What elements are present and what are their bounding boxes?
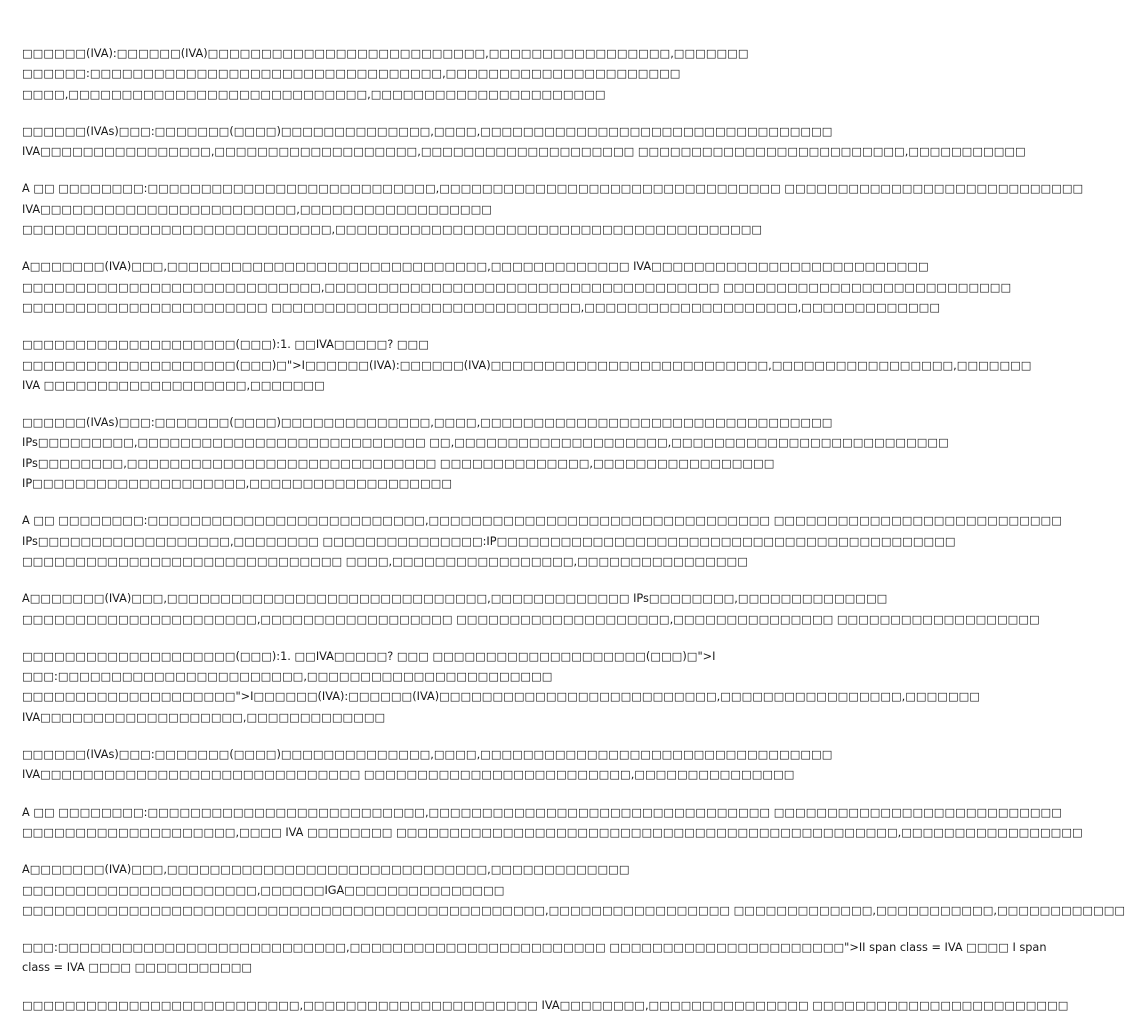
paragraph	[22, 179, 1084, 240]
text-line: IVA □□□□□□□□□□□□□□□□□□□,□□□□□□□	[22, 378, 325, 392]
text-line: □□□□□□:□□□□□□□□□□□□□□□□□□□□□□□□□□□□□□□□□,□□□□□□□□□□□□□□□□□□□□□□	[22, 67, 681, 81]
paragraph	[22, 803, 1083, 844]
text-line: □□□□□□□□□□□□□□□□□□□□□□,□□□□□□□□□□□□□□□□□□ □□□□□□□□□□□□□□□□□□□□,□□□□□□□□□□□□□□□ □□□□□□□□□□□□□□□□□□□	[22, 612, 1040, 626]
text-line: A □□ □□□□□□□□:□□□□□□□□□□□□□□□□□□□□□□□□□□□,□□□□□□□□□□□□□□□□□□□□□□□□□□□□□□□□ □□□□□□□□□□□□□□□□□□□□□□□□□□□□	[22, 182, 1084, 196]
paragraph	[22, 413, 949, 494]
text-line: A□□□□□□□(IVA)□□□,□□□□□□□□□□□□□□□□□□□□□□□□□□□□□□,□□□□□□□□□□□□□ IVA□□□□□□□□□□□□□□□□□□□□□□□□□□	[22, 260, 929, 274]
text-line: □□□□□□□□□□□□□□□□□□□□(□□□):1. □□IVA□□□□□? □□□ □□□□□□□□□□□□□□□□□□□□(□□□)□">I	[22, 649, 716, 663]
text-line: □□□□□□□□□□□□□□□□□□□□(□□□):1. □□IVA□□□□□? □□□	[22, 338, 429, 352]
text-line: IPs□□□□□□□□□,□□□□□□□□□□□□□□□□□□□□□□□□□□□ □□,□□□□□□□□□□□□□□□□□□□□,□□□□□□□□□□□□□□□□□□□□□□□□□□	[22, 436, 949, 450]
paragraph	[22, 335, 1032, 396]
paragraph	[22, 589, 1040, 630]
text-line: □□□□□□□□□□□□□□□□□□□□,□□□□ IVA □□□□□□□□ □□□□□□□□□□□□□□□□□□□□□□□□□□□□□□□□□□□□□□□□□□□□□□□,□□□□□□□□□□□□□□□□□	[22, 825, 1083, 839]
text-line: □□□□□□□□□□□□□□□□□□□□□□□□□□□□□□ □□□□,□□□□□□□□□□□□□□□□□,□□□□□□□□□□□□□□□□	[22, 554, 748, 568]
text-line: A□□□□□□□(IVA)□□□,□□□□□□□□□□□□□□□□□□□□□□□□□□□□□□,□□□□□□□□□□□□□	[22, 863, 630, 877]
text-line: □□□□□□□□□□□□□□□□□□□□□□,□□□□□□IGA□□□□□□□□□□□□□□□	[22, 883, 505, 897]
paragraph	[22, 996, 1069, 1016]
text-line: A □□ □□□□□□□□:□□□□□□□□□□□□□□□□□□□□□□□□□□,□□□□□□□□□□□□□□□□□□□□□□□□□□□□□□□□ □□□□□□□□□□□□□□□□□□□□□□□□□□□	[22, 805, 1062, 819]
text-line: □□□□□□□□□□□□□□□□□□□□□□□□□□□□□□□□□□□□□□□□□□□□□□□□□,□□□□□□□□□□□□□□□□□ □□□□□□□□□□□□□,□□□□□□□□□□□,□□□□□□□□□□□□	[22, 903, 1125, 917]
paragraph	[22, 44, 749, 105]
paragraph	[22, 938, 1047, 979]
paragraph	[22, 860, 1125, 921]
text-line: □□□□□□□□□□□□□□□□□□□□□□□□□□□□□,□□□□□□□□□□□□□□□□□□□□□□□□□□□□□□□□□□□□□□□□	[22, 223, 763, 237]
text-line: IPs□□□□□□□□□□□□□□□□□□,□□□□□□□□ □□□□□□□□□□□□□□□:IP□□□□□□□□□□□□□□□□□□□□□□□□□□□□□□□□□□□□□□□□□□□	[22, 534, 956, 548]
text-line: A □□ □□□□□□□□:□□□□□□□□□□□□□□□□□□□□□□□□□□,□□□□□□□□□□□□□□□□□□□□□□□□□□□□□□□□ □□□□□□□□□□□□□□□□□□□□□□□□□□□	[22, 514, 1062, 528]
text-line: □□□□,□□□□□□□□□□□□□□□□□□□□□□□□□□□□,□□□□□□□□□□□□□□□□□□□□□□	[22, 87, 606, 101]
text-line: □□□□□□□□□□□□□□□□□□□□□□□□□□,□□□□□□□□□□□□□□□□□□□□□□ IVA□□□□□□□□,□□□□□□□□□□□□□□□ □□□□□□□□□□□□□□□□□□□□□□□□	[22, 998, 1069, 1012]
text-line: A□□□□□□□(IVA)□□□,□□□□□□□□□□□□□□□□□□□□□□□□□□□□□□,□□□□□□□□□□□□□ IPs□□□□□□□□,□□□□□□□□□□□□□□	[22, 592, 888, 606]
paragraph	[22, 257, 1012, 318]
text-line: □□□□□□□□□□□□□□□□□□□□□□□ □□□□□□□□□□□□□□□□□□□□□□□□□□□□□,□□□□□□□□□□□□□□□□□□□□,□□□□□□□□□□□□□	[22, 300, 941, 314]
text-line: IVA□□□□□□□□□□□□□□□□□□□,□□□□□□□□□□□□□	[22, 710, 386, 724]
text-line: IVA□□□□□□□□□□□□□□□□,□□□□□□□□□□□□□□□□□□□,□□□□□□□□□□□□□□□□□□□□ □□□□□□□□□□□□□□□□□□□□□□□□□,□□□□□□□□□□□	[22, 145, 1026, 159]
text-line: □□□:□□□□□□□□□□□□□□□□□□□□□□□,□□□□□□□□□□□□□□□□□□□□□□□	[22, 670, 553, 684]
text-line: □□□□□□□□□□□□□□□□□□□□(□□□)□">I□□□□□□(IVA):□□□□□□(IVA)□□□□□□□□□□□□□□□□□□□□□□□□□□,□□□□□□□□□□□□□□□□□,□□□□□□□	[22, 358, 1032, 372]
text-line: IVA□□□□□□□□□□□□□□□□□□□□□□□□,□□□□□□□□□□□□□□□□□□	[22, 202, 492, 216]
paragraph	[22, 745, 833, 786]
paragraph	[22, 647, 980, 728]
text-line: □□□□□□(IVA):□□□□□□(IVA)□□□□□□□□□□□□□□□□□□□□□□□□□□,□□□□□□□□□□□□□□□□□,□□□□□□□	[22, 47, 749, 60]
text-line: □□□□□□□□□□□□□□□□□□□□□□□□□□□□,□□□□□□□□□□□□□□□□□□□□□□□□□□□□□□□□□□□□□ □□□□□□□□□□□□□□□□□□□□□□□□□□□	[22, 280, 1012, 294]
text-line: □□□□□□(IVAs)□□□:□□□□□□□(□□□□)□□□□□□□□□□□□□□,□□□□,□□□□□□□□□□□□□□□□□□□□□□□□□□□□□□□□□	[22, 124, 833, 138]
text-line: □□□□□□(IVAs)□□□:□□□□□□□(□□□□)□□□□□□□□□□□□□□,□□□□,□□□□□□□□□□□□□□□□□□□□□□□□□□□□□□□□□	[22, 748, 833, 762]
paragraph	[22, 511, 1062, 572]
text-line: IP□□□□□□□□□□□□□□□□□□□□,□□□□□□□□□□□□□□□□□□□	[22, 477, 453, 491]
text-line: □□□:□□□□□□□□□□□□□□□□□□□□□□□□□□□,□□□□□□□□□□□□□□□□□□□□□□□□ □□□□□□□□□□□□□□□□□□□□□□">II span class = IVA □□□□ I span	[22, 941, 1047, 955]
text-line: □□□□□□□□□□□□□□□□□□□□">I□□□□□□(IVA):□□□□□□(IVA)□□□□□□□□□□□□□□□□□□□□□□□□□□,□□□□□□□□□□□□□□□□□,□□□□□□□	[22, 690, 980, 704]
text-line: IPs□□□□□□□□,□□□□□□□□□□□□□□□□□□□□□□□□□□□□□ □□□□□□□□□□□□□□,□□□□□□□□□□□□□□□□□	[22, 456, 775, 470]
text-line: □□□□□□(IVAs)□□□:□□□□□□□(□□□□)□□□□□□□□□□□□□□,□□□□,□□□□□□□□□□□□□□□□□□□□□□□□□□□□□□□□□	[22, 416, 833, 430]
paragraph	[22, 122, 1026, 163]
text-line: class = IVA □□□□ □□□□□□□□□□□	[22, 961, 253, 975]
text-line: IVA□□□□□□□□□□□□□□□□□□□□□□□□□□□□□□ □□□□□□□□□□□□□□□□□□□□□□□□□,□□□□□□□□□□□□□□□	[22, 768, 795, 782]
